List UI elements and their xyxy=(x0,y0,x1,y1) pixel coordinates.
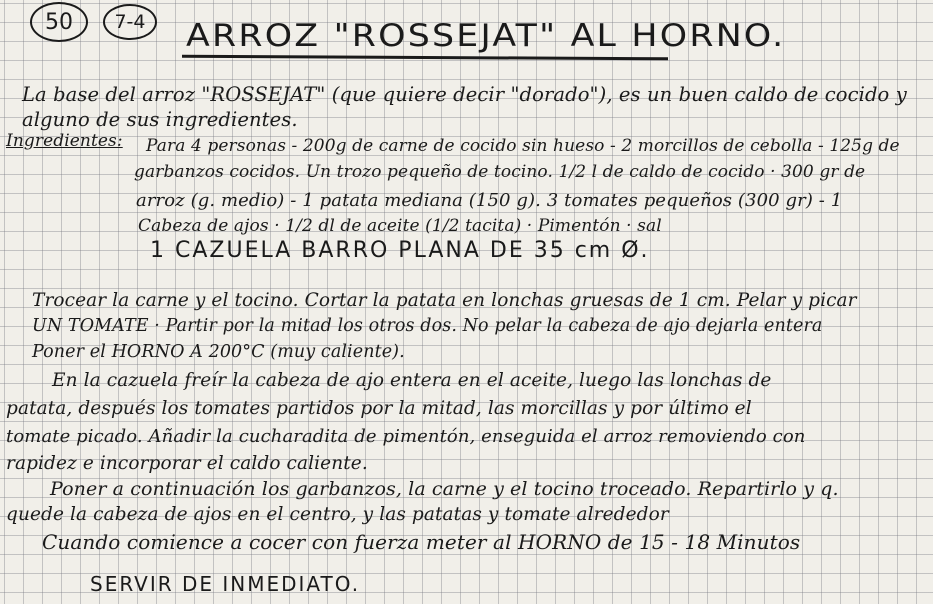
method-line: tomate picado. Añadir la cucharadita de pimentón, enseguida el arroz removiendo con xyxy=(6,426,806,447)
ingredient-line: garbanzos cocidos. Un trozo pequeño de tocino. 1/2 l de caldo de cocido · 300 gr de xyxy=(134,162,866,182)
intro-line: alguno de sus ingredientes. xyxy=(22,108,298,131)
ingredient-line: Para 4 personas - 200g de carne de cocido sin hueso - 2 morcillos de cebolla - 125g de xyxy=(146,136,900,156)
method-line: patata, después los tomates partidos por la mitad, las morcillas y por último el xyxy=(6,398,752,419)
method-line: Cuando comience a cocer con fuerza meter al HORNO de 15 - 18 Minutos xyxy=(42,530,801,554)
method-line: UN TOMATE · Partir por la mitad los otros dos. No pelar la cabeza de ajo dejarla entera xyxy=(32,316,823,336)
title-underline xyxy=(182,55,668,61)
recipe-reference-badge xyxy=(103,4,157,40)
closing-line: SERVIR DE INMEDIATO. xyxy=(90,572,361,596)
method-line: Poner el HORNO A 200°C (muy caliente). xyxy=(32,342,405,362)
ingredients-label: Ingredientes: xyxy=(6,131,123,151)
ingredient-line: arroz (g. medio) - 1 patata mediana (150 g). 3 tomates pequeños (300 gr) - 1 xyxy=(136,190,843,211)
recipe-number-badge xyxy=(30,2,88,42)
recipe-number: 50 xyxy=(45,9,73,35)
ingredient-line: Cabeza de ajos · 1/2 dl de aceite (1/2 tacita) · Pimentón · sal xyxy=(138,216,662,236)
vessel-line: 1 CAZUELA BARRO PLANA DE 35 cm Ø. xyxy=(150,238,650,263)
method-line: quede la cabeza de ajos en el centro, y las patatas y tomate alrededor xyxy=(6,504,669,525)
method-line: En la cazuela freír la cabeza de ajo entera en el aceite, luego las lonchas de xyxy=(52,370,772,391)
recipe-title: ARROZ "ROSSEJAT" AL HORNO. xyxy=(186,18,786,54)
method-line: Trocear la carne y el tocino. Cortar la patata en lonchas gruesas de 1 cm. Pelar y picar xyxy=(32,290,857,311)
method-line: Poner a continuación los garbanzos, la carne y el tocino troceado. Repartirlo y q. xyxy=(50,478,839,500)
method-line: rapidez e incorporar el caldo caliente. xyxy=(6,453,368,474)
recipe-reference: 7-4 xyxy=(114,11,146,33)
intro-line: La base del arroz "ROSSEJAT" (que quiere decir "dorado"), es un buen caldo de cocido y xyxy=(22,83,907,106)
